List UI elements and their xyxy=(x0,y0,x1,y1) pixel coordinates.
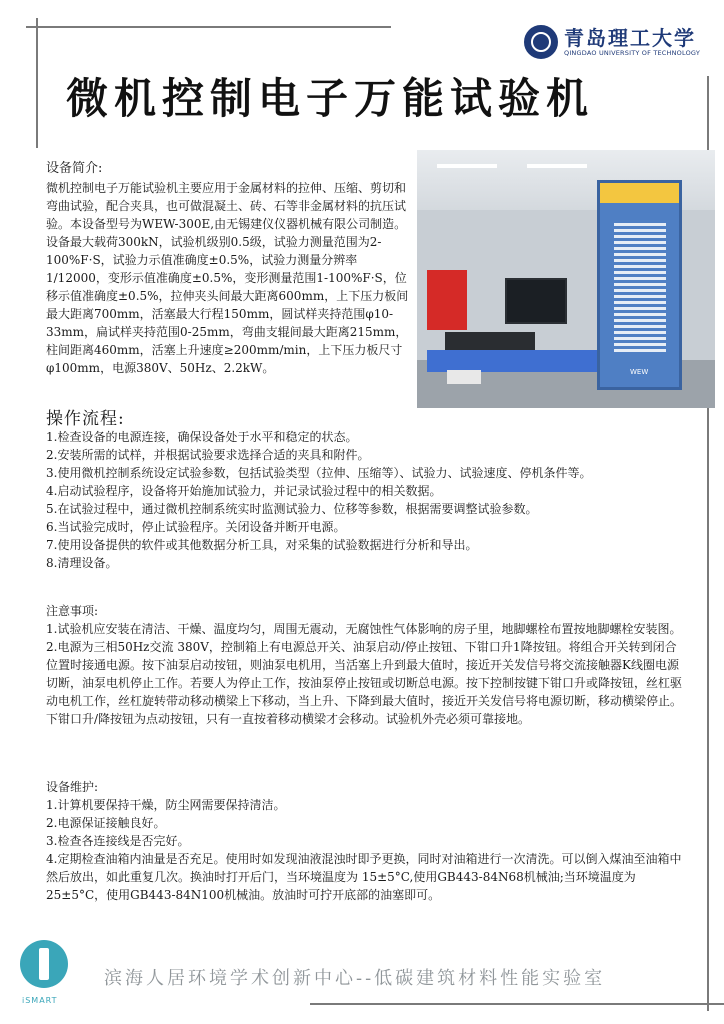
notes-heading: 注意事项: xyxy=(46,604,99,618)
procedure-item: 4.启动试验程序，设备将开始施加试验力，并记录试验过程中的相关数据。 xyxy=(46,484,442,498)
notes-list xyxy=(46,620,686,728)
photo-monitor xyxy=(505,278,567,324)
photo-controller xyxy=(445,332,535,352)
footer-lab-name: 滨海人居环境学术创新中心--低碳建筑材料性能实验室 xyxy=(104,968,606,989)
frame-line-left xyxy=(36,18,38,148)
intro-heading: 设备简介: xyxy=(46,161,103,176)
procedure-heading: 操作流程: xyxy=(46,409,125,429)
procedure-item: 8.清理设备。 xyxy=(46,556,118,570)
ismart-logo-text: iSMART xyxy=(22,996,58,1005)
maintenance-item: 4.定期检查油箱内油量是否充足。使用时如发现油液混浊时即予更换，同时对油箱进行一次清洗。可以倒入煤油至油箱中然后放出，如此重复几次。换油时打开后门，当环境温度为 15±5°C,使用GB443-84N68机械油;当环境温度为25±5°C，使用GB443-84N100机械油。放油时可拧开底部的油塞即可。 xyxy=(46,852,682,902)
university-name xyxy=(564,27,700,57)
intro-section xyxy=(46,160,412,377)
procedure-item: 5.在试验过程中，通过微机控制系统实时监测试验力、位移等参数，根据需要调整试验参数。 xyxy=(46,502,538,516)
frame-line-top xyxy=(26,26,391,28)
notes-item: 1.试验机应安装在清洁、干燥、温度均匀，周围无震动，无腐蚀性气体影响的房子里，地脚螺栓布置按地脚螺栓安装图。 xyxy=(46,622,682,636)
maintenance-item: 1.计算机要保持干燥，防尘网需要保持清洁。 xyxy=(46,798,286,812)
procedure-list xyxy=(46,428,686,572)
university-name-en: QINGDAO UNIVERSITY OF TECHNOLOGY xyxy=(564,49,700,57)
photo-ceiling-light xyxy=(527,164,587,168)
university-seal-icon xyxy=(524,25,558,59)
photo-machine-label: WEW xyxy=(630,368,649,376)
photo-red-electrical-box xyxy=(427,270,467,330)
procedure-item: 2.安装所需的试样，并根据试验要求选择合适的夹具和附件。 xyxy=(46,448,370,462)
procedure-item: 1.检查设备的电源连接，确保设备处于水平和稳定的状态。 xyxy=(46,430,358,444)
procedure-item: 6.当试验完成时，停止试验程序。关闭设备并断开电源。 xyxy=(46,520,346,534)
procedure-item: 7.使用设备提供的软件或其他数据分析工具，对采集的试验数据进行分析和导出。 xyxy=(46,538,478,552)
ismart-logo xyxy=(20,940,70,1012)
photo-scale xyxy=(447,370,481,384)
maintenance-list xyxy=(46,796,686,904)
frame-line-bottom xyxy=(310,1003,724,1005)
photo-machine-panel xyxy=(614,223,666,353)
university-name-cn: 青岛理工大学 xyxy=(564,26,696,50)
photo-test-machine xyxy=(597,180,682,390)
photo-desk xyxy=(427,350,597,372)
procedure-item: 3.使用微机控制系统设定试验参数，包括试验类型（拉伸、压缩等）、试验力、试验速度、停机条件等。 xyxy=(46,466,592,480)
university-logo xyxy=(524,22,714,62)
ismart-i-icon xyxy=(39,948,49,980)
intro-text: 微机控制电子万能试验机主要应用于金属材料的拉伸、压缩、剪切和弯曲试验，配合夹具，也可做混凝土、砖、石等非金属材料的抗压试验。本设备型号为WEW-300E,由无锡建仪仪器机械有限公司制造。设备最大载荷300kN，试验机级别0.5级，试验力测量范围为2-100%F·S，试验力示值准确度±0.5%，试验力测量分辨率1/12000，变形示值准确度±0.5%，变形测量范围1-100%F·S，位移示值准确度±0.5%，拉伸夹头间最大距离600mm，上下压力板间最大距离700mm，活塞最大行程150mm，圆试样夹持范围φ10-33mm，扁试样夹持范围0-25mm，弯曲支辊间最大距离215mm，柱间距离460mm，活塞上升速度≥200mm/min，上下压力板尺寸φ100mm，电源380V、50Hz、2.2kW。 xyxy=(46,181,409,375)
photo-machine-top xyxy=(600,183,679,203)
page-title: 微机控制电子万能试验机 xyxy=(66,74,595,123)
photo-ceiling-light xyxy=(437,164,497,168)
machine-photo xyxy=(417,150,715,408)
maintenance-item: 3.检查各连接线是否完好。 xyxy=(46,834,190,848)
notes-item: 2.电源为三相50Hz交流 380V，控制箱上有电源总开关、油泵启动/停止按钮、下钳口升1降按钮。将组合开关转到闭合位置时接通电源。按下油泵启动按钮，则油泵电机用，当活塞上升到最大值时，接近开关发信号将交流接触器K线圈电源切断，油泵电机停止工作。若要人为停止工作，按油泵停止按钮或切断总电源。按下控制按键下钳口升或降按钮，丝杠驱动电机工作，丝杠旋转带动移动横梁上下移动，当上升、下降到最大值时，接近开关发信号将电源切断，移动横梁停止。下钳口升/降按钮为点动按钮，只有一直按着移动横梁才会移动。试验机外壳必须可靠接地。 xyxy=(46,640,683,726)
maintenance-item: 2.电源保证接触良好。 xyxy=(46,816,166,830)
maintenance-heading: 设备维护: xyxy=(46,780,99,794)
